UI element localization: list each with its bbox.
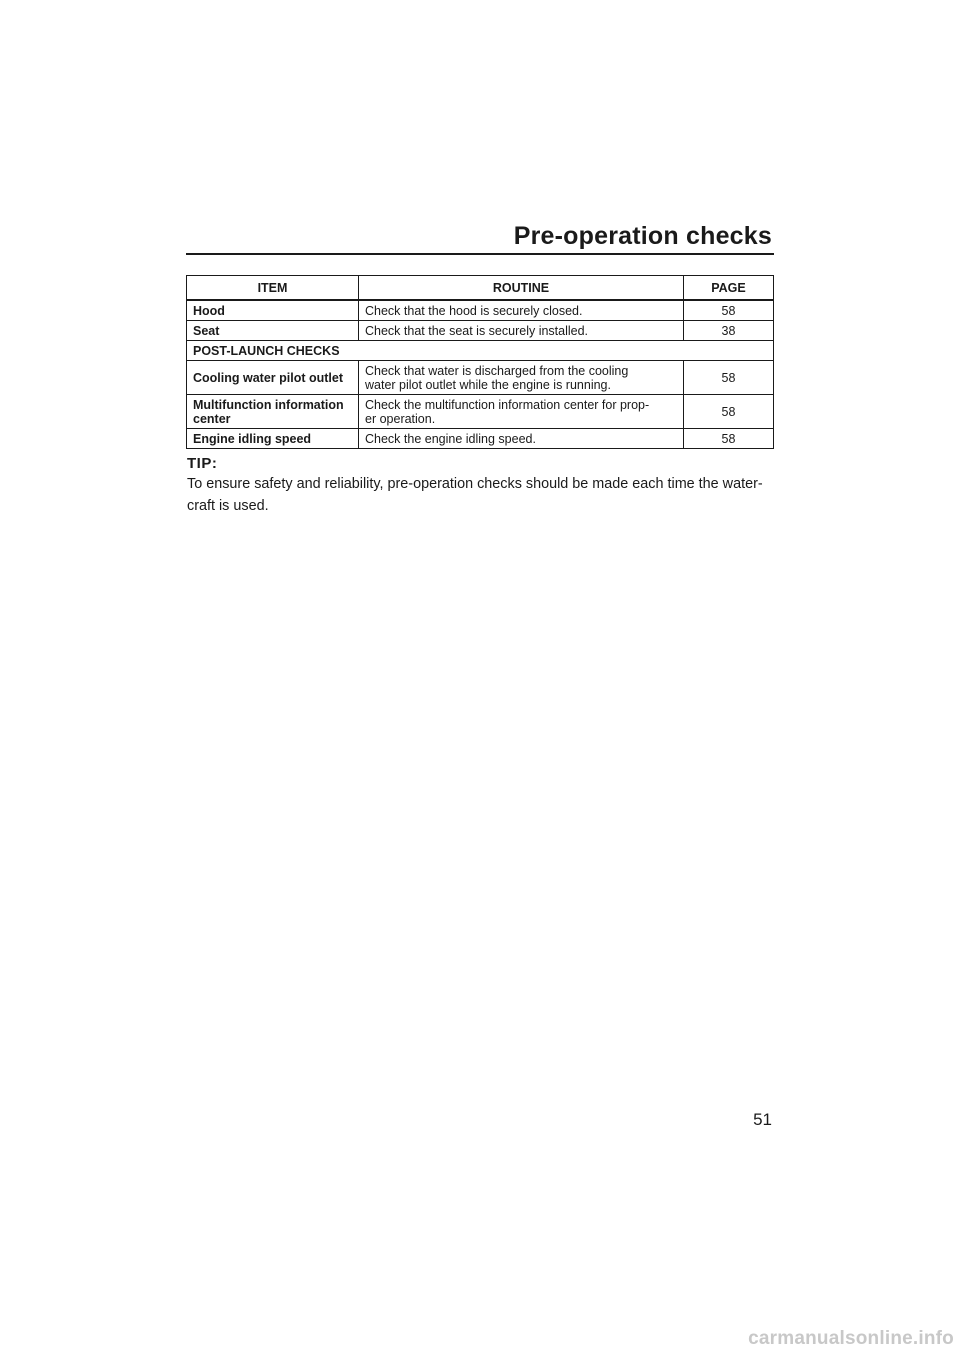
row-item: Engine idling speed (187, 429, 359, 449)
row-page: 58 (684, 395, 774, 429)
section-heading-post-launch: POST-LAUNCH CHECKS (187, 341, 774, 361)
row-item: Cooling water pilot outlet (187, 361, 359, 395)
row-item: Seat (187, 321, 359, 341)
table-row (187, 429, 774, 449)
page-number: 51 (753, 1110, 772, 1129)
watermark: carmanualsonline.info (748, 1328, 954, 1349)
row-page: 58 (684, 300, 774, 321)
table-row (187, 361, 774, 395)
table-header-row (187, 276, 774, 301)
table-section-row (187, 341, 774, 361)
row-routine: Check the multifunction information center for prop- er operation. (359, 395, 684, 429)
table-row (187, 395, 774, 429)
row-page: 58 (684, 429, 774, 449)
row-routine: Check that the hood is securely closed. (359, 300, 684, 321)
row-item: Hood (187, 300, 359, 321)
pre-operation-checks-table (186, 275, 774, 449)
tip-heading: TIP: (187, 455, 218, 472)
tip-body: To ensure safety and reliability, pre-operation checks should be made each time the water- craft is used. (187, 476, 763, 514)
row-routine: Check that the seat is securely installed. (359, 321, 684, 341)
row-page: 58 (684, 361, 774, 395)
row-item: Multifunction information center (187, 395, 359, 429)
table-row (187, 321, 774, 341)
column-header-page: PAGE (684, 276, 774, 301)
page-title: Pre-operation checks (513, 222, 772, 250)
column-header-item: ITEM (187, 276, 359, 301)
column-header-routine: ROUTINE (359, 276, 684, 301)
row-routine: Check the engine idling speed. (359, 429, 684, 449)
title-divider (186, 253, 774, 255)
table-row (187, 300, 774, 321)
row-page: 38 (684, 321, 774, 341)
row-routine: Check that water is discharged from the cooling water pilot outlet while the engine is running. (359, 361, 684, 395)
